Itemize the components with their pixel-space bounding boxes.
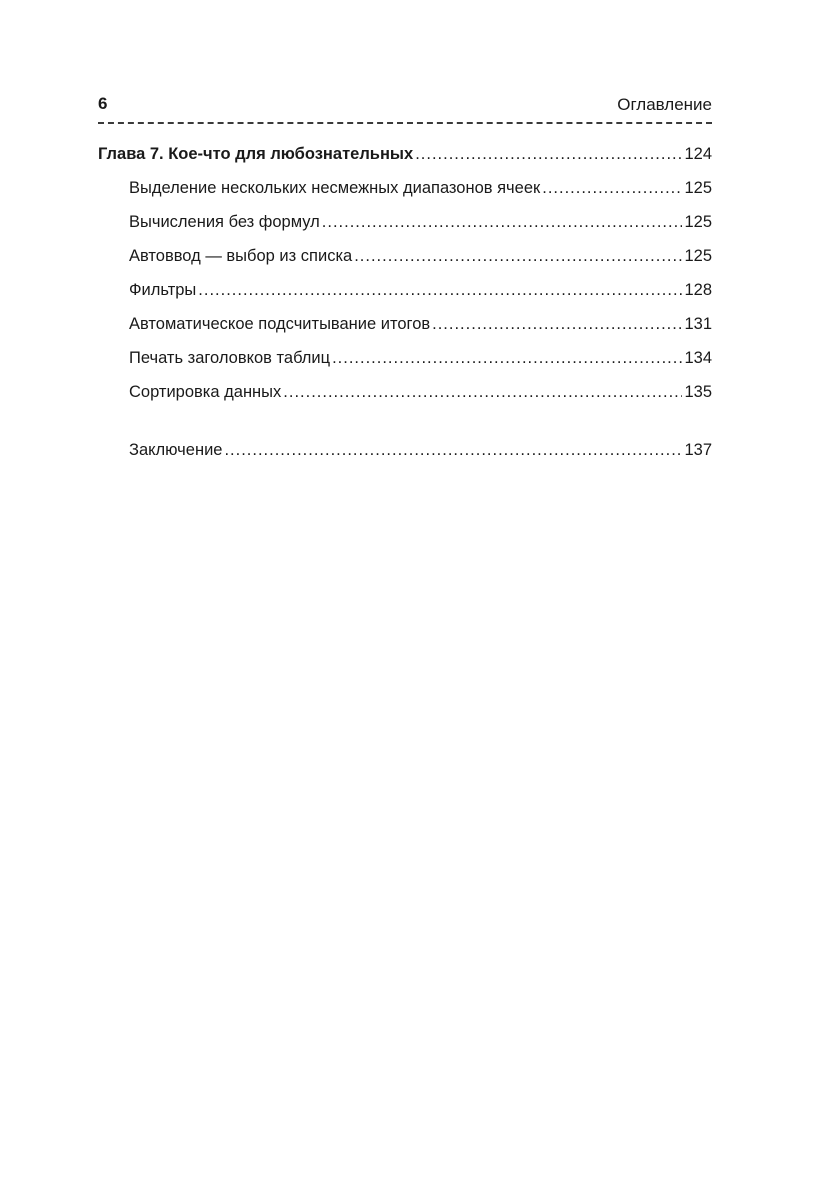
toc-entry-page: 131: [684, 315, 712, 333]
dot-leader: [198, 281, 682, 300]
toc-entry-page: 125: [684, 213, 712, 231]
toc-entry-page: 137: [684, 441, 712, 459]
toc-entry-title: Заключение: [129, 441, 223, 459]
toc-entry-page: 135: [684, 383, 712, 401]
toc-entry-title: Выделение нескольких несмежных диапазонов ячеек: [129, 179, 541, 197]
dot-leader: [322, 213, 683, 232]
page-header: [98, 94, 712, 124]
dot-leader: [354, 247, 682, 266]
dot-leader: [415, 145, 682, 164]
dot-leader: [332, 349, 682, 368]
toc-entry-page: 124: [684, 145, 712, 163]
toc-section-entry[interactable]: [98, 247, 712, 281]
toc-entry-page: 128: [684, 281, 712, 299]
toc-entry-title: Автоввод — выбор из списка: [129, 247, 353, 265]
dot-leader: [283, 383, 682, 402]
toc-entry-page: 125: [684, 179, 712, 197]
toc-section-entry[interactable]: [98, 213, 712, 247]
toc-section-entry[interactable]: [98, 281, 712, 315]
toc-chapter-entry[interactable]: [98, 145, 712, 179]
toc-section-entry[interactable]: [98, 179, 712, 213]
toc-entry-page: 125: [684, 247, 712, 265]
toc-entry-title: Фильтры: [129, 281, 197, 299]
toc-section-entry[interactable]: [98, 383, 712, 417]
dot-leader: [224, 441, 682, 460]
dot-leader: [432, 315, 682, 334]
dot-leader: [542, 179, 682, 198]
toc-section-entry[interactable]: [98, 349, 712, 383]
table-of-contents: [98, 145, 712, 475]
toc-entry-title: Глава 7. Кое-что для любознательных: [98, 145, 414, 163]
toc-entry-title: Печать заголовков таблиц: [129, 349, 331, 367]
toc-conclusion-entry[interactable]: [98, 441, 712, 475]
toc-entry-title: Автоматическое подсчитывание итогов: [129, 315, 431, 333]
toc-entry-page: 134: [684, 349, 712, 367]
toc-entry-title: Сортировка данных: [129, 383, 282, 401]
toc-entry-title: Вычисления без формул: [129, 213, 320, 231]
page-number: 6: [98, 94, 108, 113]
running-title: Оглавление: [617, 95, 712, 114]
toc-section-entry[interactable]: [98, 315, 712, 349]
